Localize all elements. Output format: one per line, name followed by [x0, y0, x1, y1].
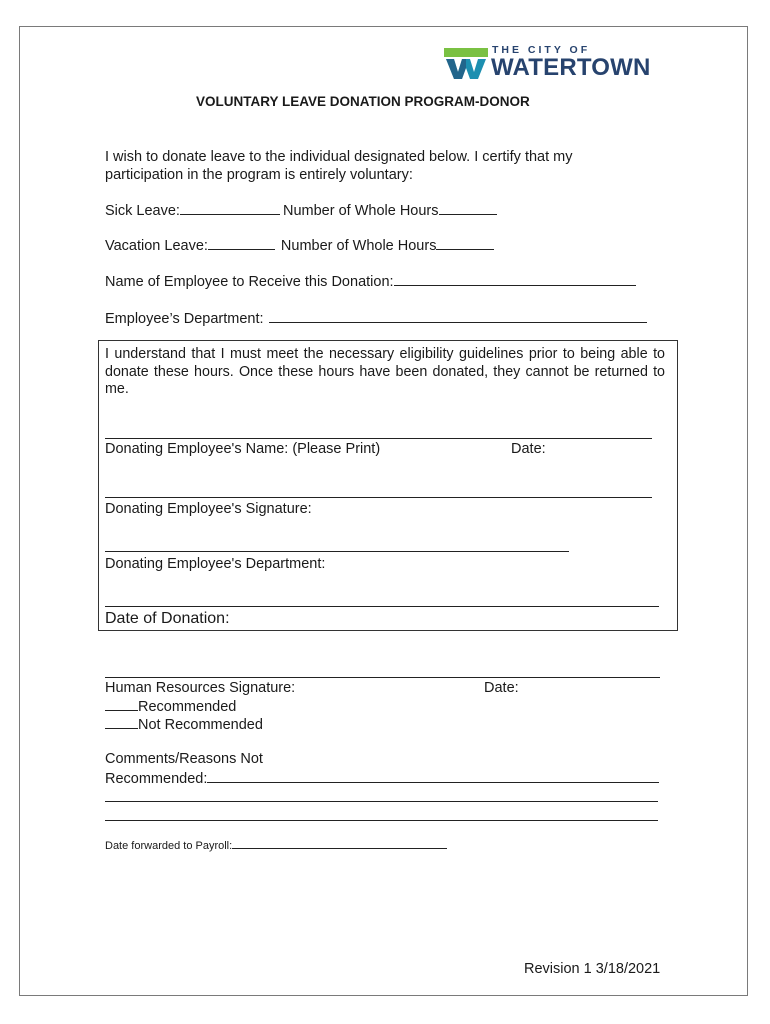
vacation-leave-field[interactable]	[208, 237, 275, 250]
sick-hours-field[interactable]	[439, 202, 497, 215]
vacation-hours-field[interactable]	[436, 237, 494, 250]
intro-text: I wish to donate leave to the individual designated below. I certify that my participation in the program is entirely voluntary:	[105, 149, 573, 183]
comments-label-line1: Comments/Reasons Not	[105, 751, 263, 767]
donor-department-line[interactable]	[105, 551, 569, 552]
comments-label-line2: Recommended:	[105, 771, 208, 787]
employee-department-label: Employee’s Department:	[105, 311, 264, 327]
employee-department-field[interactable]	[269, 310, 647, 323]
city-logo	[444, 44, 666, 80]
donor-signature-label: Donating Employee's Signature:	[105, 501, 312, 517]
recommended-option	[105, 698, 236, 715]
vacation-leave-label: Vacation Leave:	[105, 238, 208, 254]
recommended-checkbox[interactable]	[105, 698, 138, 711]
logo-top-text: THE CITY OF	[492, 44, 591, 56]
date-forwarded-label: Date forwarded to Payroll:	[105, 840, 233, 852]
recommended-label: Recommended	[138, 699, 237, 715]
form-title: VOLUNTARY LEAVE DONATION PROGRAM-DONOR	[196, 94, 530, 109]
sick-leave-row	[105, 202, 497, 219]
certification-statement: I understand that I must meet the necessary eligibility guidelines prior to being able to donate these hours. Once these hours have been donated, they cannot be returned to me.	[105, 346, 665, 397]
donor-date-label: Date:	[511, 441, 546, 457]
employee-department-row	[105, 310, 647, 327]
employee-name-field[interactable]	[394, 273, 636, 286]
vacation-hours-label: Number of Whole Hours	[280, 238, 437, 254]
date-forwarded-field[interactable]	[232, 838, 447, 849]
donor-name-label: Donating Employee's Name: (Please Print)	[105, 441, 381, 457]
logo-main-text: WATERTOWN	[491, 54, 651, 81]
hr-signature-line[interactable]	[105, 677, 660, 678]
comments-row	[105, 770, 659, 787]
donor-name-line[interactable]	[105, 438, 652, 439]
donor-signature-line[interactable]	[105, 497, 652, 498]
watertown-logo-icon	[444, 46, 488, 80]
sick-leave-label: Sick Leave:	[105, 203, 180, 219]
comments-field[interactable]	[207, 770, 659, 783]
date-of-donation-line[interactable]	[105, 606, 659, 607]
hr-signature-label: Human Resources Signature:	[105, 680, 296, 696]
sick-hours-label: Number of Whole Hours	[282, 203, 439, 219]
revision-label: Revision 1 3/18/2021	[524, 961, 661, 977]
employee-name-row	[105, 273, 636, 290]
employee-name-label: Name of Employee to Receive this Donation:	[105, 274, 394, 290]
hr-date-label: Date:	[484, 680, 519, 696]
date-forwarded-row	[105, 838, 447, 852]
not-recommended-checkbox[interactable]	[105, 716, 138, 729]
vacation-leave-row	[105, 237, 494, 254]
date-of-donation-label: Date of Donation:	[105, 610, 230, 627]
not-recommended-option	[105, 716, 263, 733]
comments-line-3[interactable]	[105, 820, 658, 821]
comments-line-2[interactable]	[105, 801, 658, 802]
donor-department-label: Donating Employee's Department:	[105, 556, 326, 572]
not-recommended-label: Not Recommended	[138, 717, 263, 733]
sick-leave-field[interactable]	[180, 202, 280, 215]
